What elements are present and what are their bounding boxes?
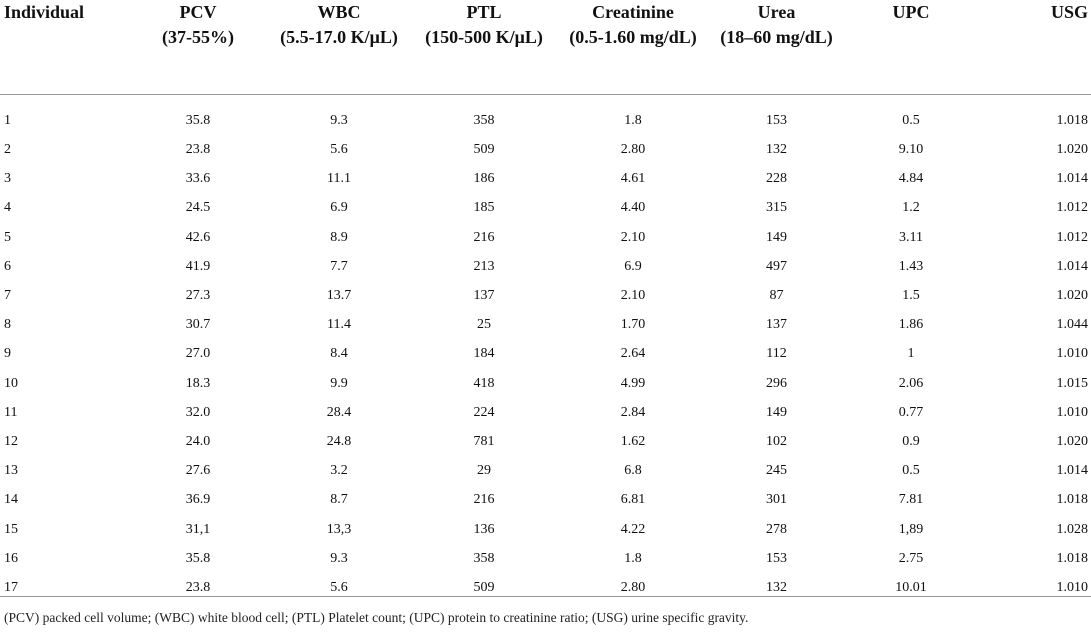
table-cell: 1.020: [1056, 433, 1088, 449]
column-header-individual: [0, 0, 128, 94]
table-cell: 9: [4, 346, 11, 362]
table-cell: 781: [473, 433, 495, 449]
table-cell: 30.7: [185, 317, 211, 333]
table-row: [0, 486, 1091, 515]
table-cell: 149: [766, 404, 787, 420]
table-cell: 2: [4, 142, 11, 158]
table-cell: 358: [473, 113, 495, 128]
table-cell: 1.43: [898, 258, 924, 274]
table-cell: 1,89: [898, 521, 924, 537]
table-cell: 8: [4, 317, 11, 333]
table-cell: 2.75: [898, 550, 924, 566]
table-cell: 4.40: [620, 200, 646, 216]
table-footnote: (PCV) packed cell volume; (WBC) white blood cell; (PTL) Platelet count; (UPC) protein to creatinine ratio; (USG) urine specific gravity.: [4, 610, 749, 625]
table-cell: 1.010: [1056, 579, 1088, 595]
table-cell: 136: [473, 521, 495, 537]
table-row: [0, 223, 1091, 252]
table-cell: 2.10: [620, 229, 646, 245]
table-row: [0, 515, 1091, 544]
table-cell: 3.11: [899, 229, 923, 245]
table-cell: 24.8: [326, 433, 352, 449]
table-cell: 1.028: [1056, 521, 1088, 537]
table-row: [0, 94, 1091, 136]
table-row: [0, 136, 1091, 165]
table-cell: 4.61: [620, 171, 646, 187]
header-row: [0, 0, 1091, 94]
table-cell: 185: [473, 200, 495, 216]
table-cell: 23.8: [185, 579, 211, 595]
table-cell: 29: [477, 463, 491, 479]
table-cell: 36.9: [185, 492, 211, 508]
table-cell: 7.81: [898, 492, 924, 508]
table-cell: 13,3: [326, 521, 352, 537]
table-cell: 1.8: [624, 113, 642, 128]
column-name: PTL: [466, 2, 502, 22]
column-name: PCV: [179, 2, 217, 22]
column-reference-range: (5.5-17.0 K/μL): [280, 27, 398, 47]
table-cell: 112: [766, 346, 787, 362]
table-cell: 3.2: [330, 463, 348, 479]
table-cell: 2.10: [620, 288, 646, 304]
table-row: [0, 311, 1091, 340]
table-cell: 1.62: [620, 433, 646, 449]
table-cell: 1.014: [1056, 171, 1088, 187]
column-header-upc: [845, 0, 977, 94]
table-cell: 358: [473, 550, 495, 566]
table-cell: 15: [4, 521, 18, 537]
table-cell: 27.3: [185, 288, 211, 304]
table-row: [0, 281, 1091, 310]
column-header-creatinine: [558, 0, 708, 94]
table-bottom-rule: [0, 596, 1091, 597]
table-cell: 1.018: [1056, 492, 1088, 508]
table-cell: 18.3: [185, 375, 211, 391]
table-cell: 1: [907, 346, 915, 362]
table-cell: 28.4: [326, 404, 352, 420]
table-cell: 224: [473, 404, 495, 420]
table-cell: 11.4: [327, 317, 351, 333]
column-name: WBC: [317, 2, 361, 22]
column-reference-range: (150-500 K/μL): [425, 27, 543, 47]
table-cell: 6.8: [624, 463, 642, 479]
table-row: [0, 369, 1091, 398]
table-cell: 11: [4, 404, 18, 420]
column-header-ptl: [410, 0, 558, 94]
table-cell: 1.2: [902, 200, 920, 216]
table-cell: 153: [766, 550, 787, 566]
table-cell: 12: [4, 433, 18, 449]
table-cell: 2.84: [620, 404, 646, 420]
table-cell: 4.22: [620, 521, 646, 537]
table-cell: 8.9: [330, 229, 348, 245]
table-row: [0, 544, 1091, 573]
table-cell: 102: [766, 433, 787, 449]
table-cell: 216: [473, 492, 495, 508]
table-cell: 5.6: [330, 142, 348, 158]
table-cell: 10: [4, 375, 18, 391]
column-header-wbc: [268, 0, 410, 94]
table-cell: 14: [4, 492, 18, 508]
table-cell: 1.012: [1056, 200, 1088, 216]
table-cell: 11.1: [327, 171, 351, 187]
table-cell: 8.4: [330, 346, 348, 362]
table-cell: 13: [4, 463, 18, 479]
table-cell: 1.010: [1056, 346, 1088, 362]
table-cell: 137: [473, 288, 495, 304]
table-cell: 418: [473, 375, 495, 391]
table-cell: 25: [477, 317, 491, 333]
table-cell: 1.5: [902, 288, 920, 304]
table-cell: 132: [766, 579, 787, 595]
column-name: Urea: [757, 2, 796, 22]
table-cell: 1.018: [1056, 550, 1088, 566]
table-cell: 213: [473, 258, 495, 274]
table-cell: 296: [766, 375, 787, 391]
table-cell: 497: [766, 258, 787, 274]
table-cell: 5: [4, 229, 11, 245]
table-cell: 245: [766, 463, 787, 479]
table-cell: 1.8: [624, 550, 642, 566]
table-cell: 149: [766, 229, 787, 245]
table-cell: 1.014: [1056, 258, 1088, 274]
table-cell: 509: [473, 579, 495, 595]
table-cell: 153: [766, 113, 787, 128]
table-cell: 1: [4, 113, 11, 128]
table-row: [0, 252, 1091, 281]
table-cell: 17: [4, 579, 18, 595]
table-cell: 24.5: [185, 200, 211, 216]
table-cell: 1.044: [1056, 317, 1088, 333]
table-cell: 132: [766, 142, 787, 158]
table-cell: 1.020: [1056, 288, 1088, 304]
table-cell: 87: [769, 288, 784, 304]
table-cell: 4.84: [898, 171, 924, 187]
table-cell: 33.6: [185, 171, 211, 187]
table-row: [0, 457, 1091, 486]
table-cell: 35.8: [185, 113, 211, 128]
table-cell: 9.3: [330, 550, 348, 566]
table-cell: 6: [4, 258, 11, 274]
table-cell: 4: [4, 200, 11, 216]
table-cell: 1.018: [1056, 113, 1088, 128]
table-cell: 31,1: [185, 521, 211, 537]
table-cell: 2.64: [620, 346, 646, 362]
table-cell: 10.01: [895, 579, 927, 595]
table-cell: 2.06: [898, 375, 924, 391]
table-row: [0, 194, 1091, 223]
table-row: [0, 427, 1091, 456]
table-cell: 2.80: [620, 579, 646, 595]
column-name: Individual: [4, 2, 85, 22]
table-cell: 0.5: [902, 113, 920, 128]
table-cell: 509: [473, 142, 495, 158]
table-cell: 0.9: [902, 433, 920, 449]
table-cell: 27.6: [185, 463, 211, 479]
table-body: [0, 94, 1091, 603]
table-cell: 41.9: [185, 258, 211, 274]
table-cell: 184: [473, 346, 495, 362]
table-cell: 186: [473, 171, 495, 187]
table-row: [0, 398, 1091, 427]
table-cell: 7: [4, 288, 11, 304]
table-cell: 137: [766, 317, 787, 333]
table-cell: 35.8: [185, 550, 211, 566]
column-header-urea: [708, 0, 845, 94]
table-cell: 216: [473, 229, 495, 245]
table-cell: 1.014: [1056, 463, 1088, 479]
table-cell: 315: [766, 200, 787, 216]
table-cell: 0.5: [902, 463, 920, 479]
table-cell: 9.9: [330, 375, 348, 391]
column-reference-range: (37-55%): [162, 27, 234, 47]
table-row: [0, 340, 1091, 369]
table-cell: 24.0: [185, 433, 211, 449]
table-cell: 6.81: [620, 492, 646, 508]
table-cell: 1.010: [1056, 404, 1088, 420]
table-row: [0, 573, 1091, 602]
table-cell: 5.6: [330, 579, 348, 595]
table-cell: 1.020: [1056, 142, 1088, 158]
table-cell: 1.015: [1056, 375, 1088, 391]
table-cell: 6.9: [330, 200, 348, 216]
column-name: USG: [1050, 2, 1088, 22]
table-cell: 301: [766, 492, 787, 508]
table-cell: 23.8: [185, 142, 211, 158]
table-cell: 9.10: [898, 142, 924, 158]
table-cell: 228: [766, 171, 787, 187]
table-cell: 9.3: [330, 113, 348, 128]
table-cell: 27.0: [185, 346, 211, 362]
table-cell: 2.80: [620, 142, 646, 158]
table-cell: 1.70: [620, 317, 646, 333]
table-cell: 1.012: [1056, 229, 1088, 245]
table-cell: 16: [4, 550, 18, 566]
column-name: Creatinine: [592, 2, 674, 22]
table-cell: 13.7: [326, 288, 352, 304]
table-cell: 278: [766, 521, 787, 537]
table-row: [0, 165, 1091, 194]
table-cell: 8.7: [330, 492, 348, 508]
table-cell: 6.9: [624, 258, 642, 274]
column-header-usg: [977, 0, 1091, 94]
column-reference-range: (0.5-1.60 mg/dL): [569, 27, 697, 47]
table-cell: 1.86: [898, 317, 924, 333]
table-cell: 32.0: [185, 404, 211, 420]
table-cell: 7.7: [330, 258, 348, 274]
table-cell: 42.6: [185, 229, 211, 245]
table-cell: 4.99: [620, 375, 646, 391]
table-cell: 3: [4, 171, 11, 187]
column-name: UPC: [892, 2, 930, 22]
column-reference-range: (18–60 mg/dL): [720, 27, 833, 47]
table-cell: 0.77: [898, 404, 924, 420]
column-header-pcv: [128, 0, 268, 94]
